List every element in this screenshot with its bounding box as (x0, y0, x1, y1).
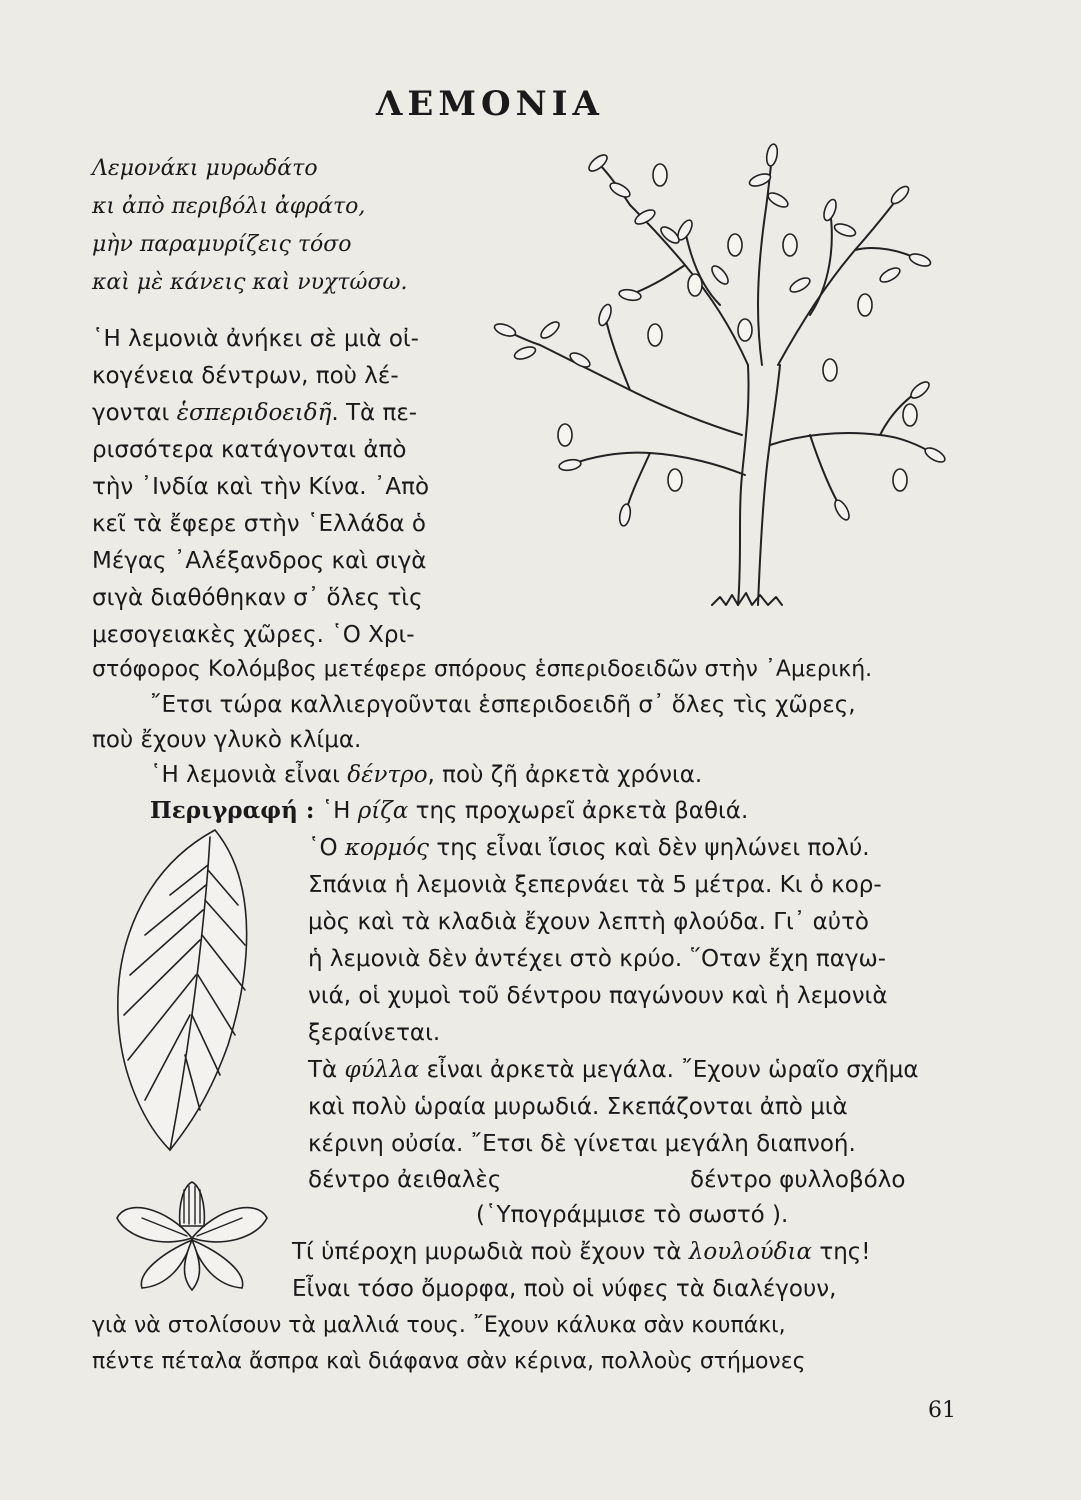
text-fragment: Τί ὑπέροχη μυρωδιὰ ποὺ ἔχουν τὰ (292, 1239, 689, 1265)
text-fragment: , ποὺ ζῆ ἀρκετὰ χρόνια. (427, 762, 703, 788)
text-line: κογένεια δέντρων, ποὺ λέ- (92, 363, 399, 389)
text-line: κεῖ τὰ ἔφερε στὴν ῾Ελλάδα ὁ (92, 511, 426, 537)
text-line (92, 398, 417, 428)
lemon-tree-illustration (480, 135, 950, 615)
text-line (292, 1237, 871, 1267)
poem (92, 150, 407, 302)
text-line: πέντε πέταλα ἄσπρα καὶ διάφανα σὰν κέρινα, πολλοὺς στήμονες (92, 1349, 806, 1374)
text-line: γιὰ νὰ στολίσουν τὰ μαλλιά τους. ῎Εχουν κάλυκα σὰν κουπάκι, (92, 1313, 786, 1338)
text-fragment: γονται (92, 400, 177, 426)
text-fragment: . Τὰ πε- (331, 400, 418, 426)
text-line: σιγὰ διαθόθηκαν σ᾿ ὅλες τὶς (92, 585, 423, 611)
text-line: κέρινη οὐσία. ῎Ετσι δὲ γίνεται μεγάλη διαπνοή. (308, 1131, 856, 1157)
text-line: Εἶναι τόσο ὄμορφα, ποὺ οἱ νύφες τὰ διαλέγουν, (292, 1276, 837, 1302)
answer-option-evergreen[interactable]: δέντρο ἀειθαλὲς (308, 1167, 502, 1193)
text-line (308, 1055, 919, 1085)
text-line: νιά, οἱ χυμοὶ τοῦ δέντρου παγώνουν καὶ ἡ λεμονιὰ (308, 983, 888, 1009)
text-fragment: ῾Η (314, 798, 358, 824)
text-line (150, 796, 748, 826)
italic-term: κορμός (344, 835, 430, 861)
text-line: τὴν ᾿Ινδία καὶ τὴν Κίνα. ᾿Απὸ (92, 474, 430, 500)
text-fragment: ῾Η λεμονιὰ εἶναι (150, 762, 348, 788)
poem-line: κι ἀπὸ περιβόλι ἀφράτο, (92, 194, 366, 219)
text-line (150, 760, 702, 790)
text-line: μὸς καὶ τὰ κλαδιὰ ἔχουν λεπτὴ φλούδα. Γι᾿ αὐτὸ (308, 909, 869, 935)
answer-option-deciduous[interactable]: δέντρο φυλλοβόλο (690, 1167, 906, 1193)
lemon-flower-illustration (112, 1178, 272, 1293)
italic-term: δέντρο (347, 762, 428, 788)
text-fragment: Τὰ (308, 1057, 345, 1083)
text-line: ρισσότερα κατάγονται ἀπὸ (92, 437, 407, 463)
text-line: ξεραίνεται. (308, 1020, 441, 1046)
poem-line: Λεμονάκι μυρωδάτο (92, 156, 318, 181)
exercise-instruction: (῾Υπογράμμισε τὸ σωστό ). (476, 1202, 789, 1228)
text-fragment: εἶναι ἀρκετὰ μεγάλα. ῎Εχουν ὡραῖο σχῆμα (419, 1057, 919, 1083)
text-fragment: της προχωρεῖ ἀρκετὰ βαθιά. (408, 798, 749, 824)
text-line: καὶ πολὺ ὡραία μυρωδιά. Σκεπάζονται ἀπὸ μιὰ (308, 1094, 848, 1120)
lemon-leaf-illustration (110, 825, 260, 1155)
page-title: ΛΕΜΟΝΙΑ (376, 84, 604, 124)
poem-line: καὶ μὲ κάνεις καὶ νυχτώσω. (92, 270, 408, 295)
italic-term: ἑσπεριδοειδῆ (176, 400, 332, 426)
text-line: ἡ λεμονιὰ δὲν ἀντέχει στὸ κρύο. ῞Οταν ἔχη παγω- (308, 946, 887, 972)
page-number: 61 (928, 1398, 956, 1423)
text-line: στόφορος Κολόμβος μετέφερε σπόρους ἑσπεριδοειδῶν στὴν ᾿Αμερική. (92, 657, 873, 682)
text-line: ῎Ετσι τώρα καλλιεργοῦνται ἑσπεριδοειδῆ σ᾿ ὅλες τὶς χῶρες, (150, 692, 856, 718)
text-line: Μέγας ᾿Αλέξανδρος καὶ σιγὰ (92, 548, 427, 574)
italic-term: φύλλα (344, 1057, 420, 1083)
text-line (308, 833, 870, 863)
text-fragment: της! (812, 1239, 871, 1265)
poem-line: μὴν παραμυρίζεις τόσο (92, 232, 352, 257)
text-line: Σπάνια ἡ λεμονιὰ ξεπερνάει τὰ 5 μέτρα. Κι ὁ κορ- (308, 872, 882, 898)
text-line: ῾Η λεμονιὰ ἀνήκει σὲ μιὰ οἰ- (92, 326, 419, 352)
section-heading: Περιγραφή : (150, 797, 315, 824)
text-fragment: ῾Ο (308, 835, 345, 861)
text-line: μεσογειακὲς χῶρες. ῾Ο Χρι- (92, 622, 415, 648)
text-line: ποὺ ἔχουν γλυκὸ κλίμα. (92, 727, 362, 753)
italic-term: λουλούδια (688, 1239, 813, 1265)
italic-term: ρίζα (357, 798, 409, 824)
text-fragment: της εἶναι ἴσιος καὶ δὲν ψηλώνει πολύ. (429, 835, 870, 861)
